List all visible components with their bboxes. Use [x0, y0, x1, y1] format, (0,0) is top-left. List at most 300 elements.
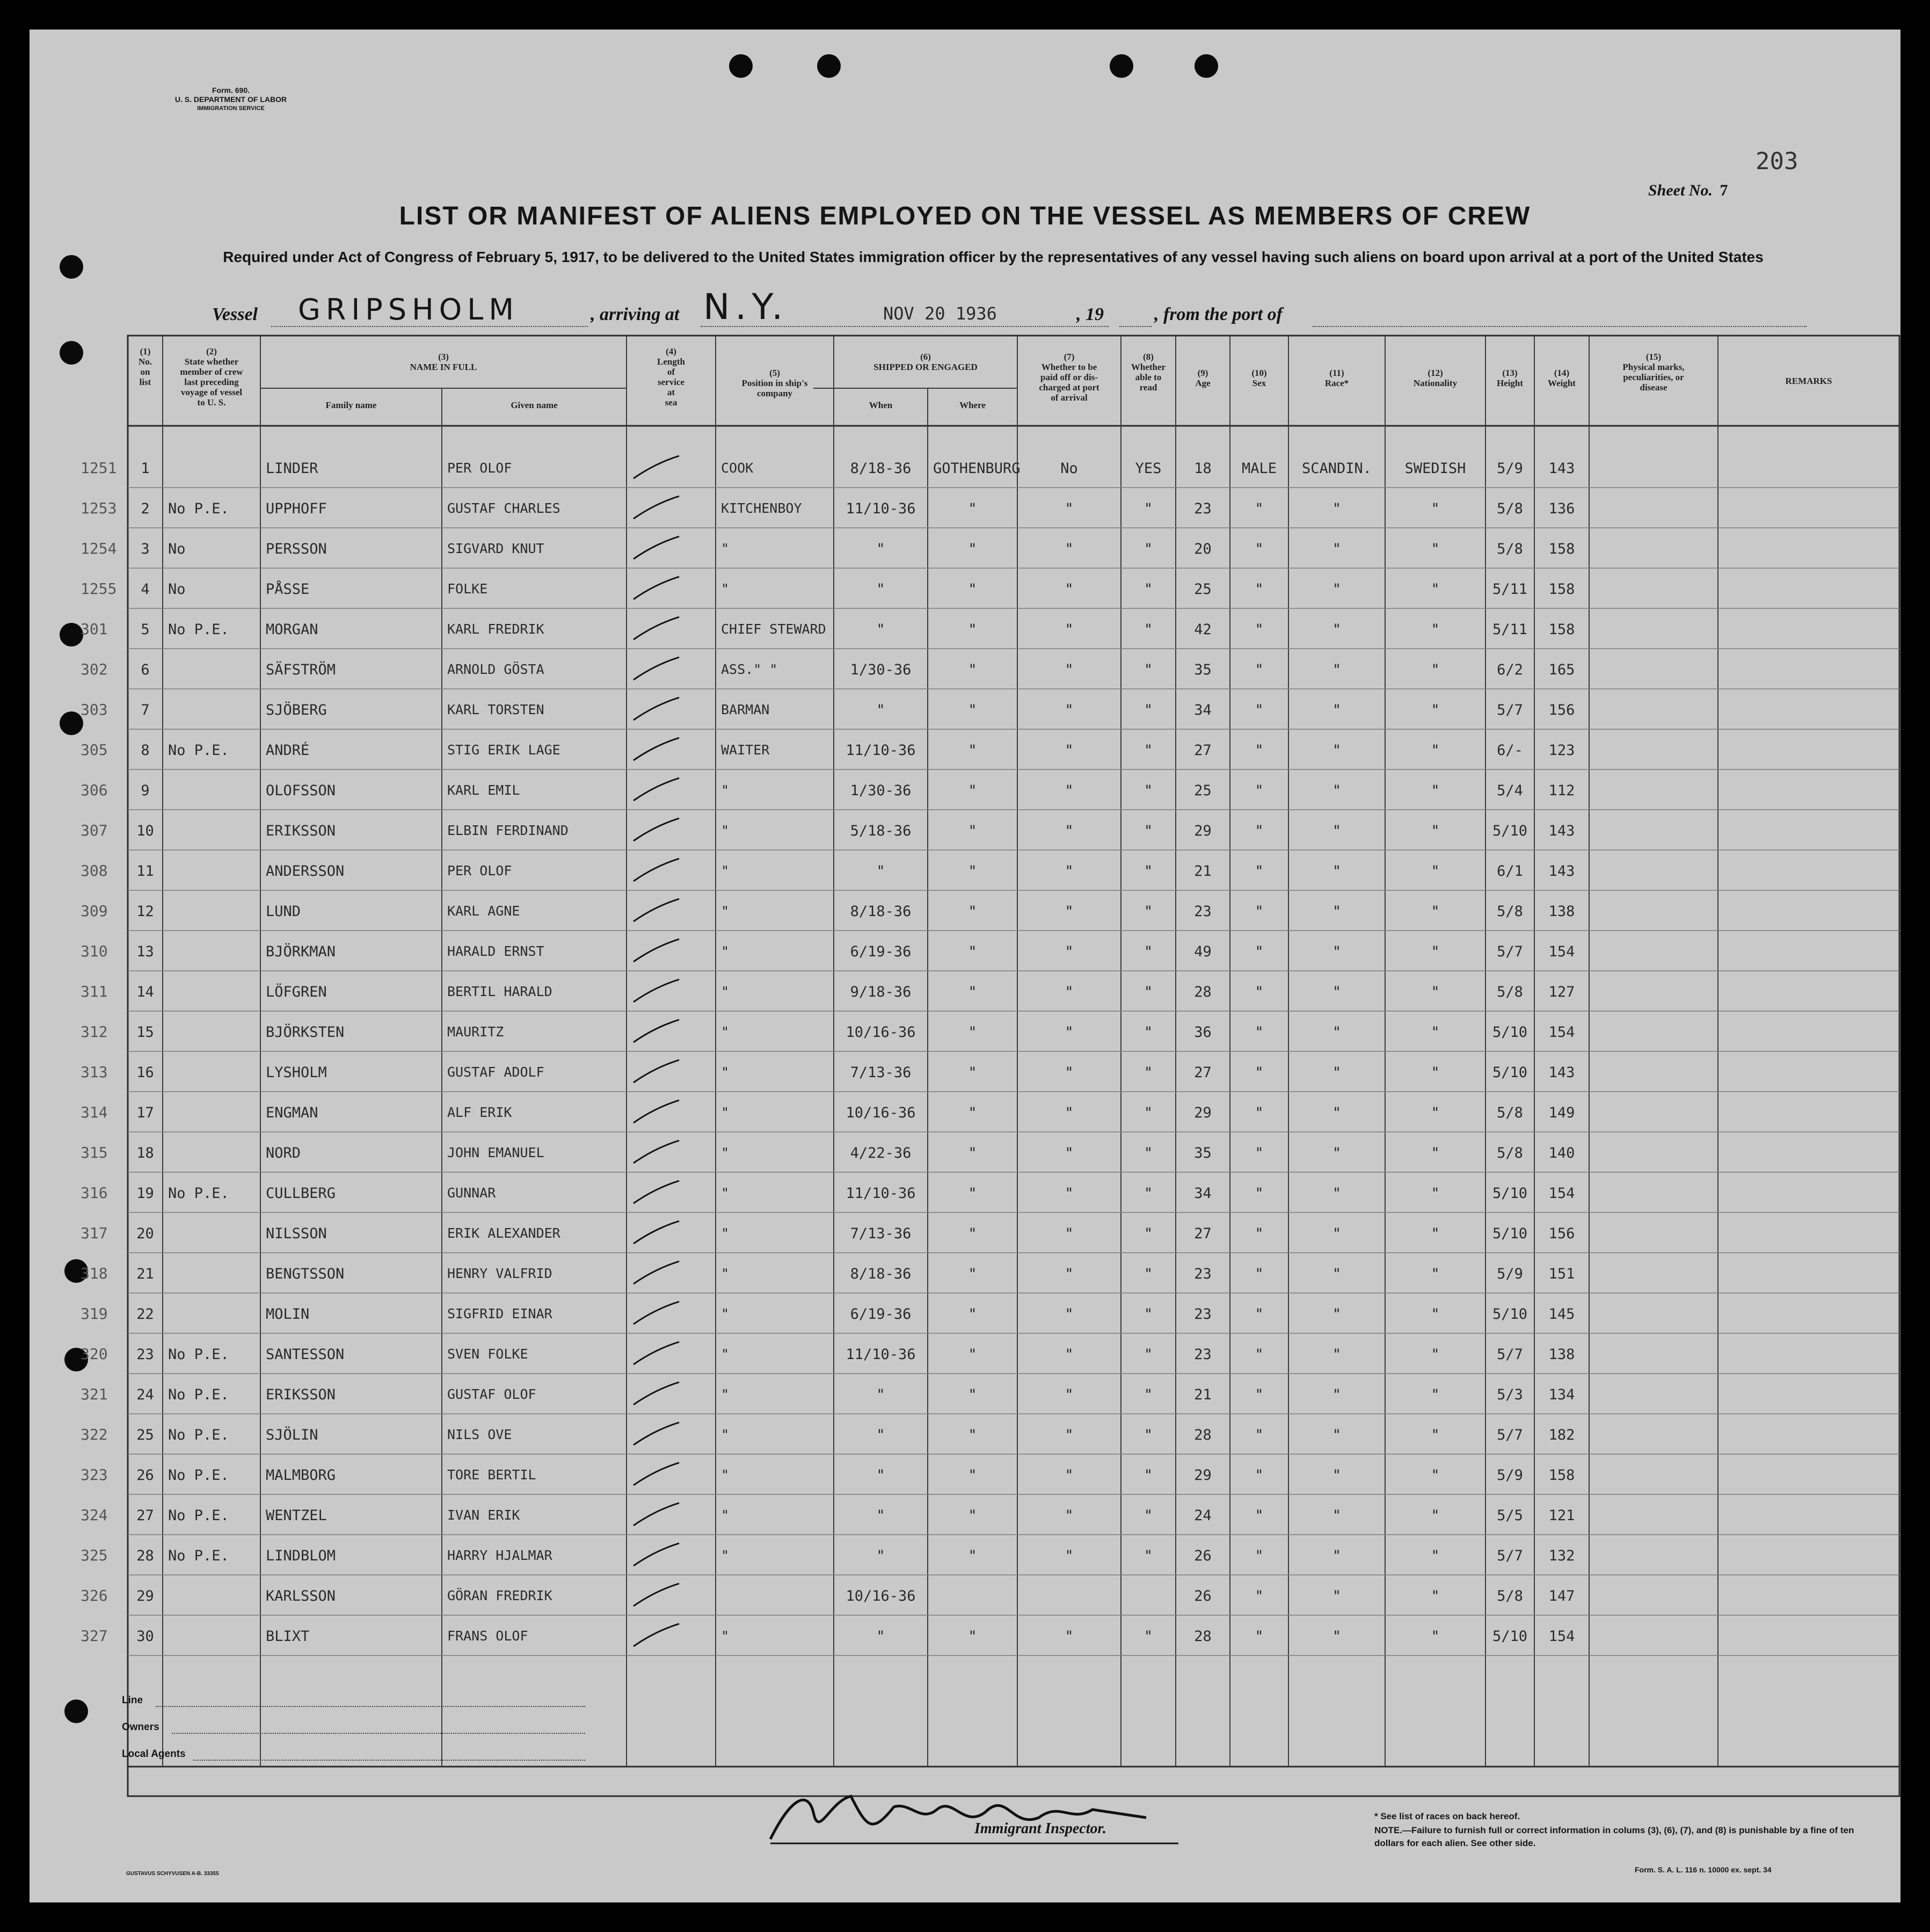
cell-age: 35 — [1194, 1145, 1212, 1161]
cell-nationality: " — [1431, 621, 1440, 638]
table-row — [30, 1092, 1900, 1132]
cell-family-name: WENTZEL — [266, 1507, 327, 1524]
cell-age: 49 — [1194, 943, 1212, 960]
cell-weight: 140 — [1548, 1145, 1575, 1161]
cell-sex: " — [1255, 1346, 1264, 1363]
table-row — [30, 1615, 1900, 1655]
cell-race: " — [1332, 742, 1342, 759]
cell-able-to-read: " — [1144, 1548, 1153, 1564]
cell-family-name: SJÖBERG — [266, 702, 327, 718]
cell-list-number: 25 — [136, 1427, 154, 1443]
cell-age: 28 — [1194, 1427, 1212, 1443]
cell-paid-off: " — [1065, 943, 1074, 960]
row-line-number: 1255 — [81, 580, 117, 598]
table-row — [30, 810, 1900, 850]
cell-position: " — [721, 903, 730, 919]
cell-age: 28 — [1194, 984, 1212, 1000]
form-number: Form. 690. — [212, 86, 250, 95]
cell-height: 5/7 — [1497, 943, 1523, 960]
cell-list-number: 10 — [136, 823, 154, 839]
cell-given-name: SIGVARD KNUT — [447, 541, 544, 556]
cell-given-name: JOHN EMANUEL — [447, 1145, 544, 1160]
cell-position: ASS." " — [721, 662, 778, 677]
cell-shipped-when: 8/18-36 — [850, 460, 912, 477]
cell-sex: " — [1255, 823, 1264, 839]
cell-given-name: GUSTAF CHARLES — [447, 500, 560, 516]
cell-weight: 143 — [1548, 1064, 1575, 1081]
cell-age: 26 — [1194, 1588, 1212, 1604]
cell-height: 5/8 — [1497, 541, 1523, 557]
cell-nationality: " — [1431, 1507, 1440, 1524]
cell-shipped-when: 4/22-36 — [850, 1145, 912, 1161]
hdr-position: (5) Position in ship's company — [741, 368, 808, 398]
cell-position: " — [721, 1145, 730, 1160]
cell-age: 18 — [1194, 460, 1212, 477]
cell-age: 20 — [1194, 541, 1212, 557]
cell-height: 5/10 — [1492, 1306, 1528, 1323]
cell-weight: 154 — [1548, 1185, 1575, 1202]
cell-shipped-when: 1/30-36 — [850, 662, 912, 678]
table-row — [30, 608, 1900, 649]
table-row — [30, 971, 1900, 1011]
races-note: * See list of races on back hereof. — [1374, 1811, 1520, 1821]
cell-nationality: " — [1431, 1346, 1440, 1363]
cell-shipped-when: 10/16-36 — [846, 1024, 916, 1041]
cell-given-name: BERTIL HARALD — [447, 984, 552, 999]
cell-shipped-where: " — [968, 1346, 977, 1363]
cell-height: 5/10 — [1492, 1185, 1528, 1202]
cell-family-name: SANTESSON — [266, 1346, 345, 1363]
cell-list-number: 27 — [136, 1507, 154, 1524]
row-line-number: 319 — [81, 1305, 108, 1323]
cell-nationality: " — [1431, 500, 1440, 517]
cell-sex: " — [1255, 1185, 1264, 1202]
cell-weight: 151 — [1548, 1266, 1575, 1282]
cell-able-to-read: " — [1144, 1427, 1153, 1443]
cell-height: 5/10 — [1492, 1225, 1528, 1242]
row-line-number: 318 — [81, 1265, 108, 1282]
cell-nationality: " — [1431, 581, 1440, 598]
cell-previous-voyage: No P.E. — [168, 1185, 229, 1202]
table-row — [30, 1212, 1900, 1253]
cell-shipped-when: " — [876, 541, 885, 557]
cell-height: 5/5 — [1497, 1507, 1523, 1524]
cell-age: 27 — [1194, 1064, 1212, 1081]
line-label: Line — [122, 1695, 143, 1706]
cell-given-name: TORE BERTIL — [447, 1467, 536, 1483]
cell-able-to-read: " — [1144, 1064, 1153, 1081]
cell-nationality: " — [1431, 903, 1440, 920]
table-row — [30, 488, 1900, 528]
table-row — [30, 769, 1900, 810]
inspector-signature — [760, 1780, 1189, 1855]
cell-age: 26 — [1194, 1548, 1212, 1564]
hdr-race: (11) Race* — [1324, 368, 1349, 388]
cell-paid-off: " — [1065, 1386, 1074, 1403]
cell-weight: 143 — [1548, 823, 1575, 839]
cell-shipped-where: " — [968, 541, 977, 557]
sheet-value: 7 — [1720, 181, 1728, 199]
hdr-age: (9) Age — [1195, 368, 1211, 388]
hdr-shipped-or-engaged: (6) SHIPPED OR ENGAGED — [873, 352, 978, 372]
cell-able-to-read: " — [1144, 1266, 1153, 1282]
cell-race: " — [1332, 1225, 1342, 1242]
cell-race: " — [1332, 984, 1342, 1000]
cell-weight: 165 — [1548, 662, 1575, 678]
table-row — [30, 1172, 1900, 1212]
cell-shipped-where: " — [968, 943, 977, 960]
cell-position: " — [721, 1507, 730, 1523]
year-label: , 19 — [1076, 304, 1104, 324]
cell-height: 5/8 — [1497, 903, 1523, 920]
cell-given-name: ELBIN FERDINAND — [447, 823, 569, 838]
cell-weight: 138 — [1548, 1346, 1575, 1363]
cell-previous-voyage: No P.E. — [168, 1507, 229, 1524]
cell-height: 6/2 — [1497, 662, 1523, 678]
cell-paid-off: " — [1065, 863, 1074, 880]
cell-race: " — [1332, 581, 1342, 598]
cell-able-to-read: " — [1144, 1145, 1153, 1161]
row-line-number: 322 — [81, 1426, 108, 1443]
cell-race: " — [1332, 621, 1342, 638]
cell-paid-off: " — [1065, 823, 1074, 839]
hdr-weight: (14) Weight — [1548, 368, 1576, 388]
cell-height: 6/- — [1497, 742, 1523, 759]
cell-shipped-when: 7/13-36 — [850, 1064, 912, 1081]
cell-list-number: 8 — [141, 742, 150, 759]
cell-sex: " — [1255, 1467, 1264, 1484]
row-line-number: 320 — [81, 1345, 108, 1363]
cell-paid-off: " — [1065, 621, 1074, 638]
table-row — [30, 850, 1900, 890]
cell-shipped-where: " — [968, 823, 977, 839]
cell-age: 35 — [1194, 662, 1212, 678]
cell-race: " — [1332, 1628, 1342, 1645]
cell-weight: 121 — [1548, 1507, 1575, 1524]
row-line-number: 309 — [81, 902, 108, 920]
cell-given-name: KARL FREDRIK — [447, 621, 544, 637]
cell-sex: " — [1255, 984, 1264, 1000]
cell-age: 25 — [1194, 782, 1212, 799]
cell-nationality: " — [1431, 1467, 1440, 1484]
cell-shipped-where: " — [968, 1548, 977, 1564]
cell-list-number: 14 — [136, 984, 154, 1000]
owners-label: Owners — [122, 1722, 159, 1733]
cell-family-name: LÖFGREN — [266, 984, 327, 1000]
cell-able-to-read: " — [1144, 903, 1153, 920]
cell-shipped-where: " — [968, 782, 977, 799]
cell-shipped-when: 8/18-36 — [850, 903, 912, 920]
row-line-number: 1254 — [81, 540, 117, 557]
cell-race: " — [1332, 1185, 1342, 1202]
cell-age: 24 — [1194, 1507, 1212, 1524]
cell-list-number: 5 — [141, 621, 150, 638]
cell-age: 25 — [1194, 581, 1212, 598]
table-row — [30, 1374, 1900, 1414]
cell-weight: 132 — [1548, 1548, 1575, 1564]
row-line-number: 323 — [81, 1466, 108, 1484]
hdr-family-name: Family name — [325, 400, 377, 410]
cell-position: BARMAN — [721, 702, 770, 717]
table-row — [30, 1293, 1900, 1333]
cell-list-number: 16 — [136, 1064, 154, 1081]
cell-paid-off: " — [1065, 1225, 1074, 1242]
cell-age: 21 — [1194, 1386, 1212, 1403]
cell-given-name: KARL AGNE — [447, 903, 520, 919]
cell-height: 5/10 — [1492, 823, 1528, 839]
cell-nationality: " — [1431, 1427, 1440, 1443]
cell-height: 5/10 — [1492, 1628, 1528, 1645]
cell-shipped-when: " — [876, 1467, 885, 1484]
cell-race: " — [1332, 943, 1342, 960]
row-line-number: 302 — [81, 660, 108, 678]
cell-shipped-when: " — [876, 1507, 885, 1524]
cell-able-to-read: " — [1144, 1225, 1153, 1242]
cell-shipped-when: " — [876, 621, 885, 638]
cell-nationality: " — [1431, 662, 1440, 678]
cell-shipped-where: " — [968, 1386, 977, 1403]
cell-position: COOK — [721, 460, 754, 476]
cell-nationality: " — [1431, 1064, 1440, 1081]
cell-list-number: 6 — [141, 662, 150, 678]
hdr-height: (13) Height — [1496, 368, 1524, 388]
cell-list-number: 24 — [136, 1386, 154, 1403]
hdr-name-in-full: (3) NAME IN FULL — [410, 352, 477, 372]
cell-able-to-read: " — [1144, 1346, 1153, 1363]
cell-sex: " — [1255, 500, 1264, 517]
cell-family-name: ANDRÉ — [266, 742, 310, 759]
manifest-sheet — [30, 30, 1900, 1902]
cell-shipped-where: " — [968, 581, 977, 598]
cell-age: 23 — [1194, 1266, 1212, 1282]
cell-weight: 143 — [1548, 460, 1575, 477]
cell-sex: " — [1255, 581, 1264, 598]
cell-family-name: MALMBORG — [266, 1467, 336, 1484]
cell-able-to-read: " — [1144, 1628, 1153, 1645]
cell-nationality: " — [1431, 1306, 1440, 1323]
table-row — [30, 729, 1900, 769]
cell-position: " — [721, 1105, 730, 1120]
cell-family-name: KARLSSON — [266, 1588, 336, 1604]
cell-sex: " — [1255, 702, 1264, 718]
cell-weight: 134 — [1548, 1386, 1575, 1403]
cell-list-number: 3 — [141, 541, 150, 557]
cell-shipped-where: " — [968, 984, 977, 1000]
cell-family-name: UPPHOFF — [266, 500, 327, 517]
cell-family-name: ERIKSSON — [266, 1386, 336, 1403]
vessel-name: GRIPSHOLM — [298, 293, 519, 326]
vessel-label: Vessel — [212, 304, 258, 324]
cell-race: " — [1332, 1064, 1342, 1081]
cell-age: 29 — [1194, 1467, 1212, 1484]
row-line-number: 307 — [81, 822, 108, 839]
table-row — [30, 447, 1900, 488]
cell-nationality: SWEDISH — [1404, 460, 1466, 477]
cell-position: CHIEF STEWARD — [721, 621, 826, 637]
cell-shipped-when: 9/18-36 — [850, 984, 912, 1000]
cell-race: " — [1332, 1588, 1342, 1604]
cell-weight: 182 — [1548, 1427, 1575, 1443]
cell-given-name: SVEN FOLKE — [447, 1346, 528, 1362]
table-row — [30, 649, 1900, 689]
cell-position: " — [721, 1306, 730, 1321]
cell-previous-voyage: No P.E. — [168, 1346, 229, 1363]
row-line-number: 306 — [81, 781, 108, 799]
cell-shipped-where: " — [968, 1467, 977, 1484]
arriving-port: N.Y. — [703, 286, 789, 328]
cell-age: 27 — [1194, 742, 1212, 759]
cell-family-name: MORGAN — [266, 621, 318, 638]
cell-weight: 147 — [1548, 1588, 1575, 1604]
row-line-number: 314 — [81, 1103, 108, 1121]
cell-height: 5/4 — [1497, 782, 1523, 799]
cell-position: " — [721, 1346, 730, 1362]
cell-family-name: PERSSON — [266, 541, 327, 557]
from-label: , from the port of — [1154, 304, 1283, 324]
cell-position: " — [721, 1386, 730, 1402]
row-line-number: 315 — [81, 1144, 108, 1161]
cell-given-name: KARL TORSTEN — [447, 702, 544, 717]
arriving-label: , arriving at — [591, 304, 680, 324]
cell-weight: 138 — [1548, 903, 1575, 920]
cell-height: 5/9 — [1497, 1467, 1523, 1484]
cell-list-number: 21 — [136, 1266, 154, 1282]
cell-nationality: " — [1431, 1024, 1440, 1041]
table-row — [30, 1454, 1900, 1494]
cell-paid-off: " — [1065, 1628, 1074, 1645]
cell-height: 5/11 — [1492, 621, 1528, 638]
cell-position: " — [721, 863, 730, 878]
cell-given-name: HARALD ERNST — [447, 943, 544, 959]
cell-nationality: " — [1431, 1386, 1440, 1403]
cell-paid-off: " — [1065, 1185, 1074, 1202]
cell-shipped-when: " — [876, 1427, 885, 1443]
cell-nationality: " — [1431, 541, 1440, 557]
cell-weight: 145 — [1548, 1306, 1575, 1323]
cell-age: 23 — [1194, 1346, 1212, 1363]
cell-previous-voyage: No P.E. — [168, 1548, 229, 1564]
cell-weight: 136 — [1548, 500, 1575, 517]
cell-age: 29 — [1194, 823, 1212, 839]
row-line-number: 326 — [81, 1587, 108, 1604]
cell-position: " — [721, 1024, 730, 1040]
cell-able-to-read: " — [1144, 742, 1153, 759]
cell-race: " — [1332, 1427, 1342, 1443]
cell-paid-off: " — [1065, 1548, 1074, 1564]
cell-height: 5/10 — [1492, 1024, 1528, 1041]
cell-list-number: 15 — [136, 1024, 154, 1041]
cell-weight: 156 — [1548, 702, 1575, 718]
cell-previous-voyage: No P.E. — [168, 1467, 229, 1484]
cell-height: 5/8 — [1497, 1588, 1523, 1604]
cell-age: 34 — [1194, 702, 1212, 718]
cell-race: " — [1332, 903, 1342, 920]
cell-given-name: HARRY HJALMAR — [447, 1548, 552, 1563]
cell-family-name: LINDER — [266, 460, 318, 477]
cell-nationality: " — [1431, 1628, 1440, 1645]
cell-shipped-when: 1/30-36 — [850, 782, 912, 799]
cell-weight: 127 — [1548, 984, 1575, 1000]
cell-race: " — [1332, 500, 1342, 517]
cell-shipped-when: 11/10-36 — [846, 742, 916, 759]
cell-shipped-when: 7/13-36 — [850, 1225, 912, 1242]
cell-given-name: KARL EMIL — [447, 782, 520, 798]
cell-sex: " — [1255, 782, 1264, 799]
cell-age: 23 — [1194, 903, 1212, 920]
cell-shipped-when: 11/10-36 — [846, 1185, 916, 1202]
cell-paid-off: " — [1065, 1024, 1074, 1041]
cell-given-name: PER OLOF — [447, 863, 512, 878]
cell-paid-off: " — [1065, 581, 1074, 598]
cell-height: 5/8 — [1497, 984, 1523, 1000]
cell-family-name: SJÖLIN — [266, 1427, 318, 1443]
cell-list-number: 11 — [136, 863, 154, 880]
cell-able-to-read: " — [1144, 943, 1153, 960]
cell-race: " — [1332, 863, 1342, 880]
row-line-number: 1251 — [81, 459, 117, 477]
inspector-label: Immigrant Inspector. — [974, 1820, 1106, 1837]
cell-shipped-when: 8/18-36 — [850, 1266, 912, 1282]
cell-shipped-where: " — [968, 500, 977, 517]
cell-family-name: CULLBERG — [266, 1185, 336, 1202]
hdr-sex: (10) Sex — [1251, 368, 1267, 388]
cell-given-name: ERIK ALEXANDER — [447, 1225, 560, 1241]
cell-list-number: 22 — [136, 1306, 154, 1323]
line-underline — [156, 1705, 585, 1707]
cell-list-number: 12 — [136, 903, 154, 920]
cell-given-name: IVAN ERIK — [447, 1507, 520, 1523]
cell-paid-off: " — [1065, 1306, 1074, 1323]
cell-able-to-read: " — [1144, 541, 1153, 557]
form-reference: Form. S. A. L. 116 n. 10000 ex. sept. 34 — [1635, 1865, 1772, 1874]
cell-position: " — [721, 943, 730, 959]
stamp-number: 203 — [1756, 148, 1798, 175]
cell-sex: " — [1255, 662, 1264, 678]
cell-paid-off: " — [1065, 1346, 1074, 1363]
cell-shipped-where: " — [968, 1024, 977, 1041]
cell-able-to-read: " — [1144, 621, 1153, 638]
cell-shipped-when: 10/16-36 — [846, 1588, 916, 1604]
cell-shipped-where: GOTHENBURG — [933, 460, 1021, 477]
cell-position: " — [721, 1548, 730, 1563]
table-row — [30, 931, 1900, 971]
cell-age: 34 — [1194, 1185, 1212, 1202]
cell-given-name: STIG ERIK LAGE — [447, 742, 560, 758]
cell-shipped-when: " — [876, 1628, 885, 1645]
table-row — [30, 1333, 1900, 1374]
cell-sex: " — [1255, 903, 1264, 920]
cell-able-to-read: " — [1144, 1306, 1153, 1323]
cell-able-to-read: " — [1144, 1386, 1153, 1403]
cell-family-name: LUND — [266, 903, 301, 920]
hdr-physical-marks: (15) Physical marks, peculiarities, or disease — [1622, 352, 1685, 393]
cell-race: " — [1332, 1145, 1342, 1161]
cell-family-name: BLIXT — [266, 1628, 310, 1645]
cell-sex: " — [1255, 1105, 1264, 1121]
cell-nationality: " — [1431, 984, 1440, 1000]
cell-race: " — [1332, 662, 1342, 678]
cell-sex: " — [1255, 1628, 1264, 1645]
table-row — [30, 890, 1900, 931]
cell-shipped-when: " — [876, 863, 885, 880]
cell-sex: " — [1255, 1507, 1264, 1524]
cell-sex: " — [1255, 541, 1264, 557]
cell-age: 42 — [1194, 621, 1212, 638]
cell-age: 29 — [1194, 1105, 1212, 1121]
cell-sex: " — [1255, 742, 1264, 759]
cell-weight: 112 — [1548, 782, 1575, 799]
cell-paid-off: " — [1065, 541, 1074, 557]
